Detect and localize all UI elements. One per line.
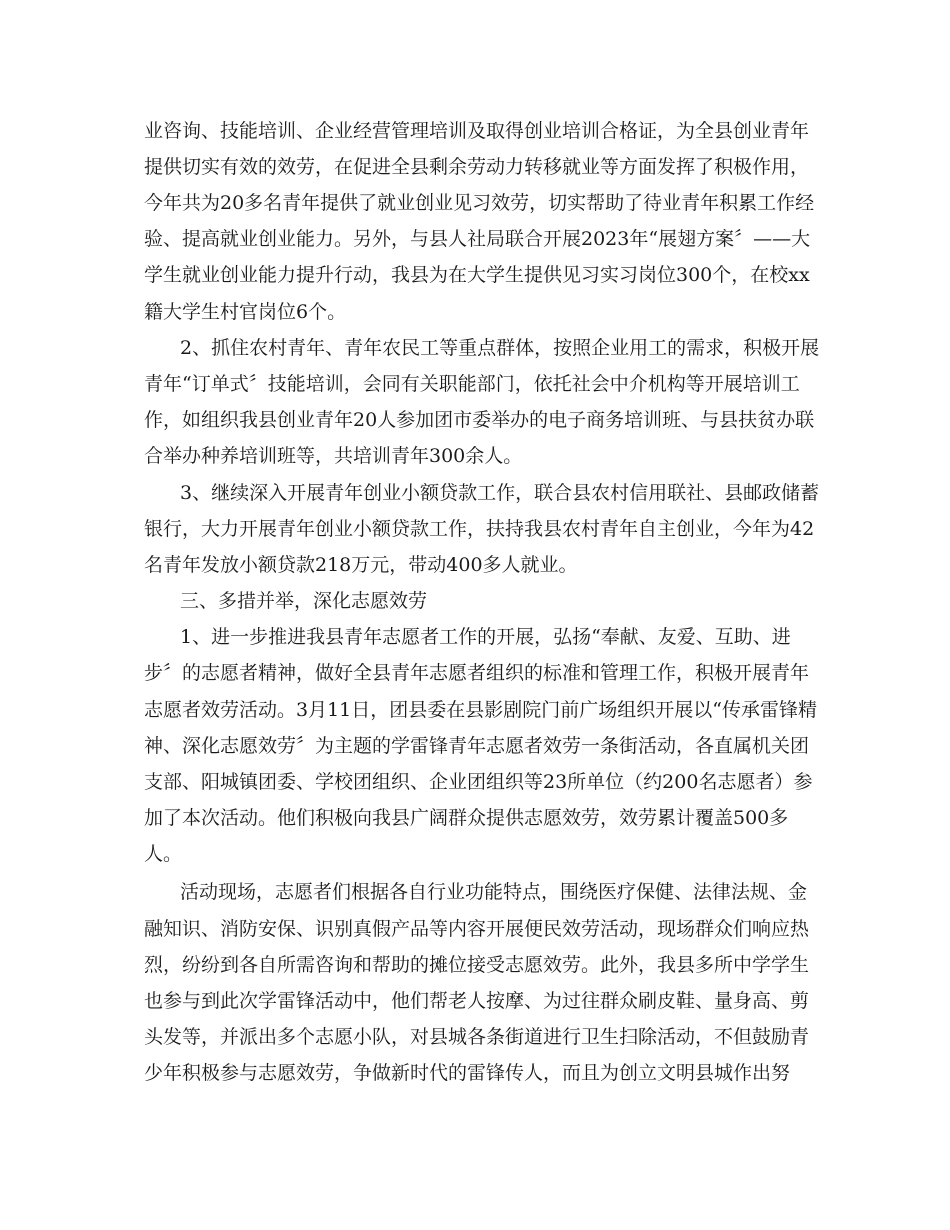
text-line: 少年积极参与志愿效劳，争做新时代的雷锋传人，而且为创立文明县城作出努 [144,1062,791,1084]
text-line: 学生就业创业能力提升行动，我县为在大学生提供见习实习岗位300个，在校xx [144,264,810,286]
text-line: 提供切实有效的效劳，在促进全县剩余劳动力转移就业等方面发挥了积极作用， [144,156,810,178]
text-line: 1、进一步推进我县青年志愿者工作的开展，弘扬“奉献、友爱、互助、进 [180,626,791,648]
text-line: 人。 [144,843,183,865]
text-line: 志愿者效劳活动。3月11日，团县委在县影剧院门前广场组织开展以“传承雷锋精 [144,699,817,721]
text-line: 也参与到此次学雷锋活动中，他们帮老人按摩、为过往群众刷皮鞋、量身高、剪 [144,990,810,1012]
text-line: 神、深化志愿效劳〞为主题的学雷锋青年志愿者效劳一条街活动，各直属机关团 [144,735,810,757]
text-line: 今年共为20多名青年提供了就业创业见习效劳，切实帮助了待业青年积累工作经 [144,192,815,214]
section-heading: 三、多措并举，深化志愿效劳 [180,590,428,612]
text-line: 融知识、消防安保、识别真假产品等内容开展便民效劳活动，现场群众们响应热 [144,918,810,940]
text-line: 烈，纷纷到各自所需咨询和帮助的摊位接受志愿效劳。此外，我县多所中学学生 [144,954,810,976]
text-line: 支部、阳城镇团委、学校团组织、企业团组织等23所单位（约200名志愿者）参 [144,771,813,793]
text-line: 合举办种养培训班等，共培训青年300余人。 [144,445,523,467]
text-line: 籍大学生村官岗位6个。 [144,301,347,323]
text-line: 业咨询、技能培训、企业经营管理培训及取得创业培训合格证，为全县创业青年 [144,120,810,142]
text-line: 步〞的志愿者精神，做好全县青年志愿者组织的标准和管理工作，积极开展青年 [144,662,810,684]
text-line: 2、抓住农村青年、青年农民工等重点群体，按照企业用工的需求，积极开展 [180,337,820,359]
text-line: 银行，大力开展青年创业小额贷款工作，扶持我县农村青年自主创业，今年为42 [144,518,815,540]
text-line: 作，如组织我县创业青年20人参加团市委举办的电子商务培训班、与县扶贫办联 [144,409,815,431]
text-line: 活动现场，志愿者们根据各自行业功能特点，围绕医疗保健、法律法规、金 [180,881,808,903]
text-line: 验、提高就业创业能力。另外，与县人社局联合开展2023年“展翅方案〞——大 [144,228,811,250]
text-line: 加了本次活动。他们积极向我县广阔群众提供志愿效劳，效劳累计覆盖500多 [144,807,789,829]
text-line: 头发等，并派出多个志愿小队，对县城各条街道进行卫生扫除活动，不但鼓励青 [144,1026,810,1048]
text-line: 名青年发放小额贷款218万元，带动400多人就业。 [144,554,578,576]
text-line: 青年“订单式〞技能培训，会同有关职能部门，依托社会中介机构等开展培训工 [144,373,800,395]
text-line: 3、继续深入开展青年创业小额贷款工作，联合县农村信用联社、县邮政储蓄 [180,482,820,504]
